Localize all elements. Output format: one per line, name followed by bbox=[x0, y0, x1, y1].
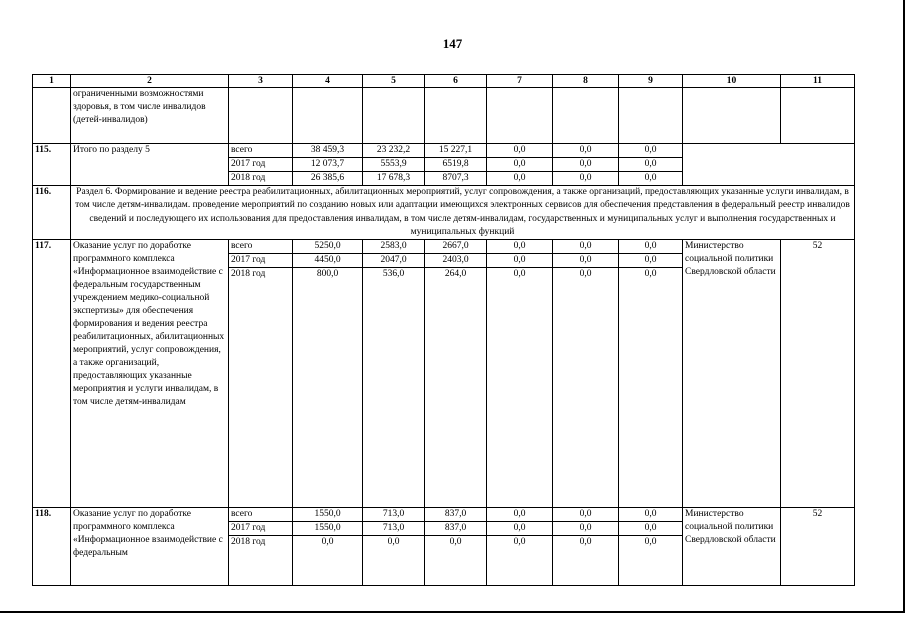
value-cell: 0,0 bbox=[487, 268, 553, 508]
col-header: 9 bbox=[619, 75, 683, 88]
empty-cell bbox=[683, 144, 855, 186]
value-cell: 0,0 bbox=[487, 158, 553, 172]
value-cell: 0,0 bbox=[487, 536, 553, 586]
column-numbers-row bbox=[33, 75, 855, 88]
value-cell: 0,0 bbox=[619, 508, 683, 522]
value-cell: 0,0 bbox=[619, 522, 683, 536]
value-cell: 0,0 bbox=[487, 508, 553, 522]
value-cell: 15 227,1 bbox=[425, 144, 487, 158]
value-cell: 0,0 bbox=[553, 268, 619, 508]
row-name: ограниченными возможностями здоровья, в том числе инвалидов (детей-инвалидов) bbox=[71, 88, 229, 144]
table-row bbox=[33, 88, 855, 144]
year-label: 2018 год bbox=[229, 536, 293, 586]
value-cell: 800,0 bbox=[293, 268, 363, 508]
executor-cell: Министерство социальной политики Свердловской области bbox=[683, 508, 781, 586]
row-number: 117. bbox=[33, 240, 71, 508]
value-cell: 0,0 bbox=[487, 240, 553, 254]
value-cell: 0,0 bbox=[553, 536, 619, 586]
year-label: 2018 год bbox=[229, 172, 293, 186]
table-row bbox=[33, 508, 855, 522]
value-cell: 8707,3 bbox=[425, 172, 487, 186]
col-header: 6 bbox=[425, 75, 487, 88]
col-header: 8 bbox=[553, 75, 619, 88]
executor-cell: Министерство социальной политики Свердловской области bbox=[683, 240, 781, 508]
value-cell: 264,0 bbox=[425, 268, 487, 508]
reference-cell: 52 bbox=[781, 508, 855, 586]
row-name: Оказание услуг по доработке программного комплекса «Информационное взаимодействие с федеральным государственным учреждением медико-социальной экспертизы» для обеспечения формирования и ведения реестра реабилитационных, абилитационных мероприятий, услуг сопровождения, а также организаций, предоставляющих указанные мероприятия и услуги инвалидам, в том числе детям-инвалидам bbox=[71, 240, 229, 508]
col-header: 2 bbox=[71, 75, 229, 88]
value-cell: 1550,0 bbox=[293, 522, 363, 536]
year-label: всего bbox=[229, 240, 293, 254]
value-cell: 713,0 bbox=[363, 508, 425, 522]
value-cell: 0,0 bbox=[619, 144, 683, 158]
col-header: 7 bbox=[487, 75, 553, 88]
col-header: 1 bbox=[33, 75, 71, 88]
value-cell: 26 385,6 bbox=[293, 172, 363, 186]
value-cell: 12 073,7 bbox=[293, 158, 363, 172]
value-cell: 0,0 bbox=[553, 158, 619, 172]
year-label: 2017 год bbox=[229, 158, 293, 172]
row-number: 116. bbox=[33, 186, 71, 240]
year-label: 2018 год bbox=[229, 268, 293, 508]
year-label: всего bbox=[229, 508, 293, 522]
row-name: Итого по разделу 5 bbox=[71, 144, 229, 186]
col-header: 3 bbox=[229, 75, 293, 88]
value-cell: 837,0 bbox=[425, 522, 487, 536]
program-table bbox=[32, 74, 855, 586]
value-cell: 0,0 bbox=[487, 144, 553, 158]
value-cell: 5250,0 bbox=[293, 240, 363, 254]
value-cell: 0,0 bbox=[619, 172, 683, 186]
page-number: 147 bbox=[442, 36, 463, 51]
value-cell: 2403,0 bbox=[425, 254, 487, 268]
col-header: 4 bbox=[293, 75, 363, 88]
value-cell: 6519,8 bbox=[425, 158, 487, 172]
year-label: всего bbox=[229, 144, 293, 158]
value-cell: 0,0 bbox=[619, 536, 683, 586]
value-cell: 23 232,2 bbox=[363, 144, 425, 158]
row-number: 115. bbox=[33, 144, 71, 186]
value-cell: 0,0 bbox=[487, 172, 553, 186]
col-header: 10 bbox=[683, 75, 781, 88]
value-cell: 0,0 bbox=[553, 522, 619, 536]
table-row bbox=[33, 144, 855, 158]
table-row bbox=[33, 240, 855, 254]
value-cell: 0,0 bbox=[293, 536, 363, 586]
col-header: 11 bbox=[781, 75, 855, 88]
value-cell: 5553,9 bbox=[363, 158, 425, 172]
col-header: 5 bbox=[363, 75, 425, 88]
reference-cell: 52 bbox=[781, 240, 855, 508]
value-cell: 4450,0 bbox=[293, 254, 363, 268]
row-name: Оказание услуг по доработке программного комплекса «Информационное взаимодействие с федеральным bbox=[71, 508, 229, 586]
value-cell: 0,0 bbox=[363, 536, 425, 586]
row-number: 118. bbox=[33, 508, 71, 586]
value-cell: 1550,0 bbox=[293, 508, 363, 522]
value-cell: 0,0 bbox=[553, 240, 619, 254]
value-cell: 713,0 bbox=[363, 522, 425, 536]
value-cell: 0,0 bbox=[425, 536, 487, 586]
value-cell: 0,0 bbox=[619, 268, 683, 508]
year-label: 2017 год bbox=[229, 522, 293, 536]
section-row bbox=[33, 186, 855, 240]
value-cell: 0,0 bbox=[487, 254, 553, 268]
value-cell: 0,0 bbox=[553, 508, 619, 522]
value-cell: 38 459,3 bbox=[293, 144, 363, 158]
value-cell: 0,0 bbox=[553, 172, 619, 186]
value-cell: 536,0 bbox=[363, 268, 425, 508]
value-cell: 0,0 bbox=[619, 254, 683, 268]
value-cell: 2583,0 bbox=[363, 240, 425, 254]
value-cell: 0,0 bbox=[553, 144, 619, 158]
value-cell: 2047,0 bbox=[363, 254, 425, 268]
value-cell: 0,0 bbox=[487, 522, 553, 536]
page-bottom-edge bbox=[0, 611, 905, 613]
value-cell: 2667,0 bbox=[425, 240, 487, 254]
value-cell: 0,0 bbox=[619, 240, 683, 254]
year-label: 2017 год bbox=[229, 254, 293, 268]
value-cell: 0,0 bbox=[619, 158, 683, 172]
value-cell: 0,0 bbox=[553, 254, 619, 268]
value-cell: 837,0 bbox=[425, 508, 487, 522]
section-title: Раздел 6. Формирование и ведение реестра реабилитационных, абилитационных мероприятий, услуг сопровождения, а также организаций, предоставляющих указанные услуги инвалидам, в том числе детям-инвалидам. проведение мероприятий по созданию новых или адаптации имеющихся электронных сервисов для обеспечения представления в федеральный реестр инвалидов сведений и последующего их использования для предоставления инвалидам, в том числе детям-инвалидам, государственных и муниципальных услуг и выполнения государственных и муниципальных функций bbox=[71, 186, 855, 240]
value-cell: 17 678,3 bbox=[363, 172, 425, 186]
